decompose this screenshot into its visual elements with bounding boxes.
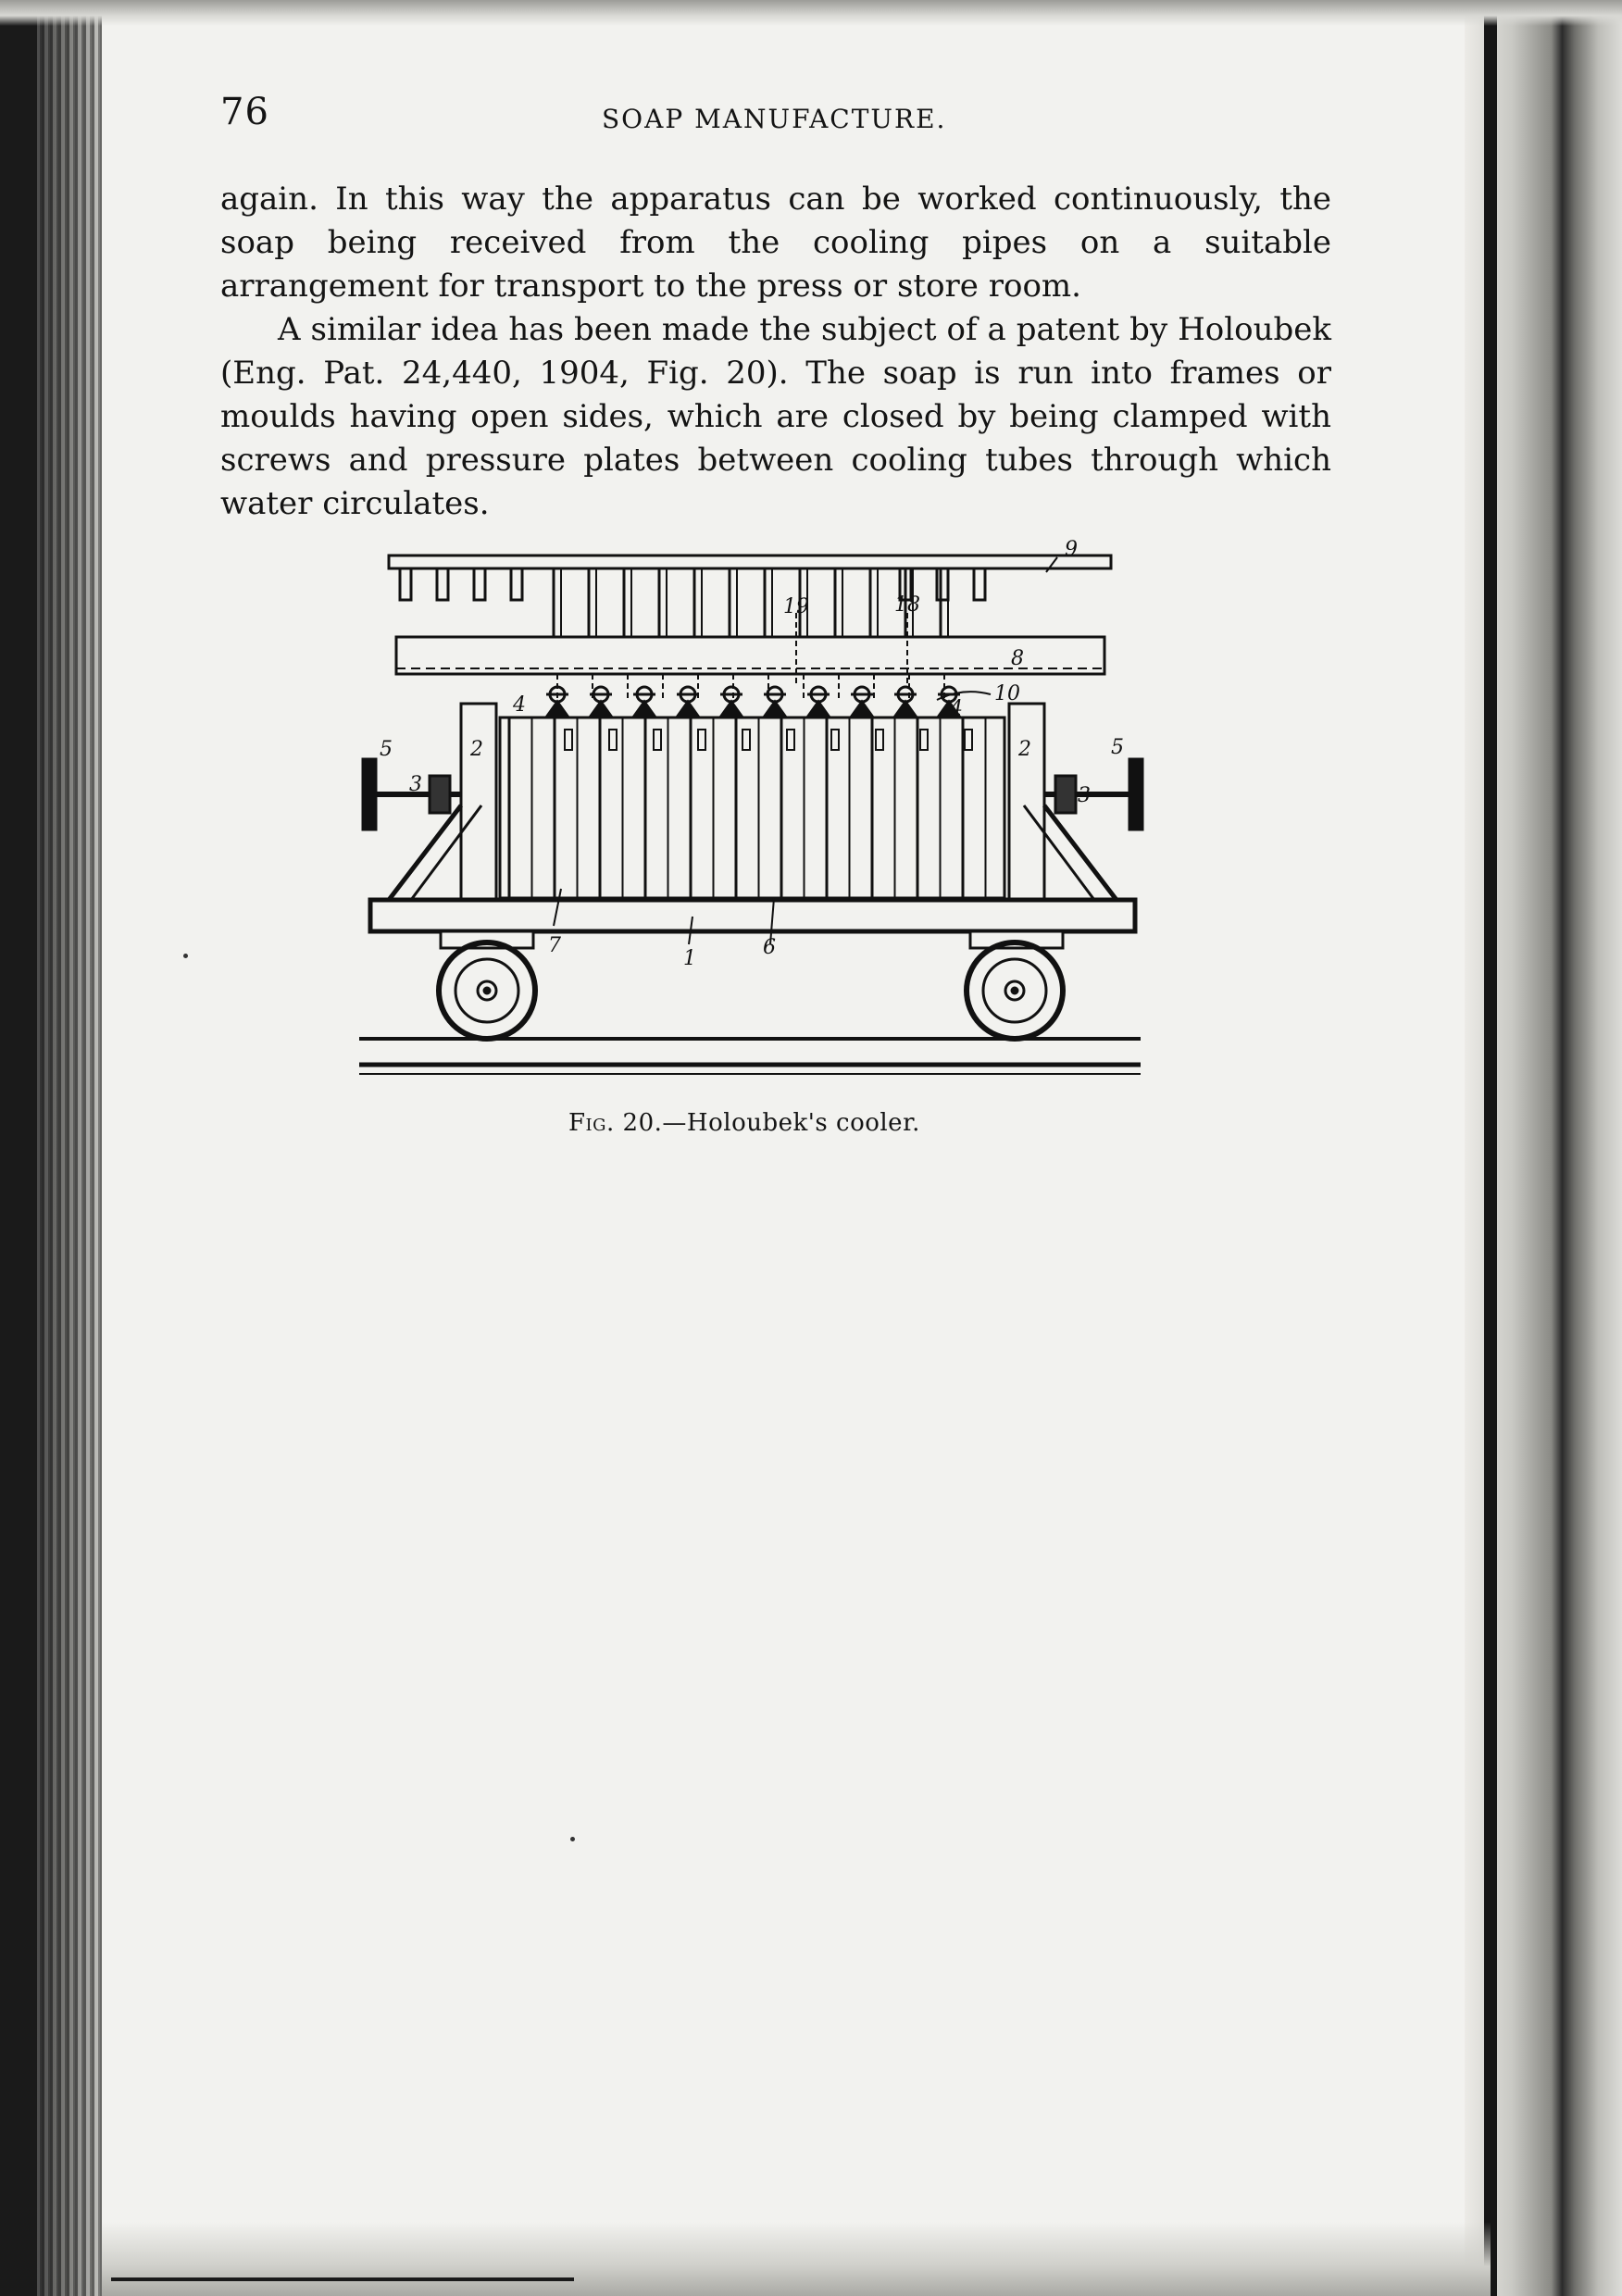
pressure-plate-right [1055, 776, 1076, 813]
figure-holoubek-cooler [352, 537, 1148, 1111]
right-spine-shadow [1484, 0, 1497, 2296]
figure-caption-text: —Holoubek's cooler. [662, 1109, 920, 1137]
bottom-scan-rule [111, 2277, 574, 2281]
handwheel-right [1129, 759, 1142, 830]
handwheel-left [363, 759, 376, 830]
mould-frames [500, 718, 1004, 898]
page-number: 76 [220, 91, 269, 133]
binding-shadow [0, 0, 37, 2296]
label-5-left: 5 [380, 738, 393, 761]
pressure-plate-left [430, 776, 450, 813]
label-5-right: 5 [1111, 736, 1124, 759]
stray-mark [570, 1837, 575, 1841]
label-8: 8 [1011, 647, 1024, 670]
figure-drawing [359, 555, 1142, 1074]
label-9: 9 [1065, 538, 1078, 561]
paragraph: again. In this way the apparatus can be worked continuously, the soap being received from the cooling pipes on a suitable arrangement for transport to the press or store room. [220, 181, 1331, 305]
label-4-right: 4 [950, 697, 963, 720]
label-7: 7 [548, 934, 561, 957]
cooling-tubes [554, 568, 948, 702]
figure-caption-label: Fig. 20. [568, 1109, 663, 1137]
body-text [220, 178, 1331, 526]
label-1: 1 [683, 947, 696, 970]
label-19: 19 [783, 595, 809, 618]
label-10: 10 [994, 682, 1020, 705]
end-post-left [461, 704, 496, 900]
label-2-left: 2 [470, 738, 483, 761]
running-head: SOAP MANUFACTURE. [602, 104, 947, 134]
label-3-right: 3 [1078, 784, 1091, 807]
valve-row [546, 687, 960, 715]
wheel-right [967, 942, 1063, 1039]
top-distribution-pipe [389, 555, 1111, 568]
label-2-right: 2 [1018, 738, 1031, 761]
label-18: 18 [894, 593, 920, 617]
paragraph: A similar idea has been made the subject of a patent by Holoubek (Eng. Pat. 24,440, 1904, Fig. 20). The soap is run into frames or moulds having open sides, which are closed by being clamped with screws and pressure plates between cooling tubes through which water circulates. [220, 311, 1331, 522]
bottom-page-edge [102, 2222, 1491, 2296]
end-post-right [1009, 704, 1044, 900]
truck-bed [370, 900, 1135, 931]
top-page-edge [0, 0, 1622, 26]
label-6: 6 [763, 936, 776, 959]
stray-mark [183, 954, 188, 958]
label-4-left: 4 [513, 693, 526, 717]
wheel-left [439, 942, 535, 1039]
label-3-left: 3 [409, 773, 422, 796]
figure-caption [568, 1109, 920, 1137]
